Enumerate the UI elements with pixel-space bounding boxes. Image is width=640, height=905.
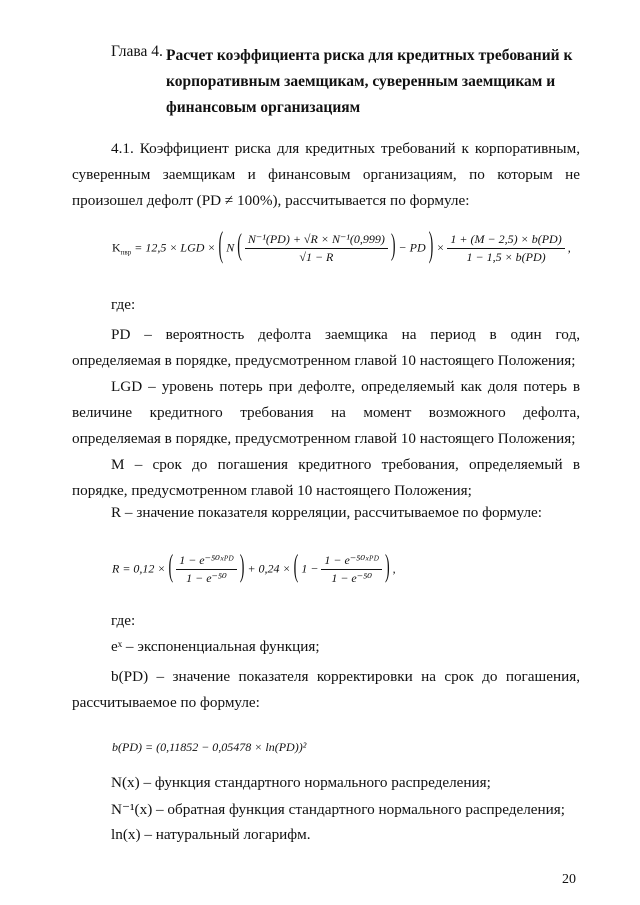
formula1-fraction [245,232,388,265]
definition-r: R – значение показателя корреляции, рассчитываемое по формуле: [111,504,543,521]
formula2-mid: + 0,24 × [247,561,291,576]
formula2-close-paren-2: ) [384,550,390,586]
formula1-right-fraction [447,232,564,265]
formula2-tail: , [392,561,396,576]
formula1-right-numerator: 1 + (M − 2,5) × b(PD) [447,232,564,249]
formula2-close-paren-1: ) [239,550,245,586]
formula2-fraction-1 [176,553,237,586]
page-number: 20 [562,872,576,887]
where-label-1: где: [111,296,136,313]
formula1-open-paren: ( [218,227,224,267]
formula1-close-paren: ) [428,227,434,267]
formula2-fraction-2-numerator: 1 − e⁻⁵⁰ˣᴾᴰ [321,553,382,570]
definition-exp: eˣ – экспоненциальная функция; [111,638,320,655]
formula1-right-denominator: 1 − 1,5 × b(PD) [466,250,546,264]
definition-pd: PD – вероятность дефолта заемщика на период в один год, определяемая в порядке, предусмотренном главой 10 настоящего Положения; [72,326,580,369]
formula1-numerator: N⁻¹(PD) + √R × N⁻¹(0,999) [245,232,388,249]
formula1-inner-close-paren: ) [390,230,396,264]
definition-inverse-nx: N⁻¹(x) – обратная функция стандартного нормального распределения; [111,801,565,818]
formula1-lhs: K [112,240,121,255]
formula1-n: N [226,240,235,255]
intro-paragraph: 4.1. Коэффициент риска для кредитных требований к корпоративным, суверенным заемщикам и финансовым организациям, по которым не произошел дефолт (PD ≠ 100%), рассчитывается по формуле: [72,140,580,209]
formula-maturity-adjustment: b(PD) = (0,11852 − 0,05478 × ln(PD))² [112,740,307,754]
formula1-minus-pd: − PD [398,240,426,255]
formula1-eq: = 12,5 × LGD × [134,240,216,255]
definition-lgd: LGD – уровень потерь при дефолте, определяемый как доля потерь в величине кредитного требования на момент возможного дефолта, определяемая в порядке, предусмотренном главой 10 настоящего Положения; [72,378,580,447]
definition-nx: N(x) – функция стандартного нормального распределения; [111,774,491,791]
formula2-lhs: R = 0,12 × [112,561,166,576]
formula1-tail: , [567,240,571,255]
formula2-open-paren-2: ( [293,550,299,586]
definition-bpd: b(PD) – значение показателя корректировки на срок до погашения, рассчитываемое по формуле: [72,668,580,711]
formula1-denominator: √1 − R [299,250,334,264]
formula2-open-paren-1: ( [168,550,174,586]
formula-risk-coefficient [112,227,571,267]
formula-correlation [112,550,396,586]
formula2-one-minus: 1 − [301,561,319,576]
formula2-fraction-2-denominator: 1 − e⁻⁵⁰ [331,571,373,585]
chapter-prefix: Глава 4. [111,43,163,60]
formula1-inner-open-paren: ( [237,230,242,264]
formula2-fraction-2 [321,553,382,586]
formula2-fraction-1-denominator: 1 − e⁻⁵⁰ [186,571,227,585]
definition-m: M – срок до погашения кредитного требования, определяемый в порядке, предусмотренном главой 10 настоящего Положения; [72,456,580,499]
formula1-lhs-sub: пвр [120,248,132,257]
definition-ln: ln(x) – натуральный логарифм. [111,826,311,843]
chapter-title: Расчет коэффициента риска для кредитных требований к корпоративным заемщикам, суверенным заемщикам и финансовым организациям [166,47,573,116]
where-label-2: где: [111,612,136,629]
formula2-fraction-1-numerator: 1 − e⁻⁵⁰ˣᴾᴰ [176,553,237,570]
formula1-times: × [436,240,445,255]
